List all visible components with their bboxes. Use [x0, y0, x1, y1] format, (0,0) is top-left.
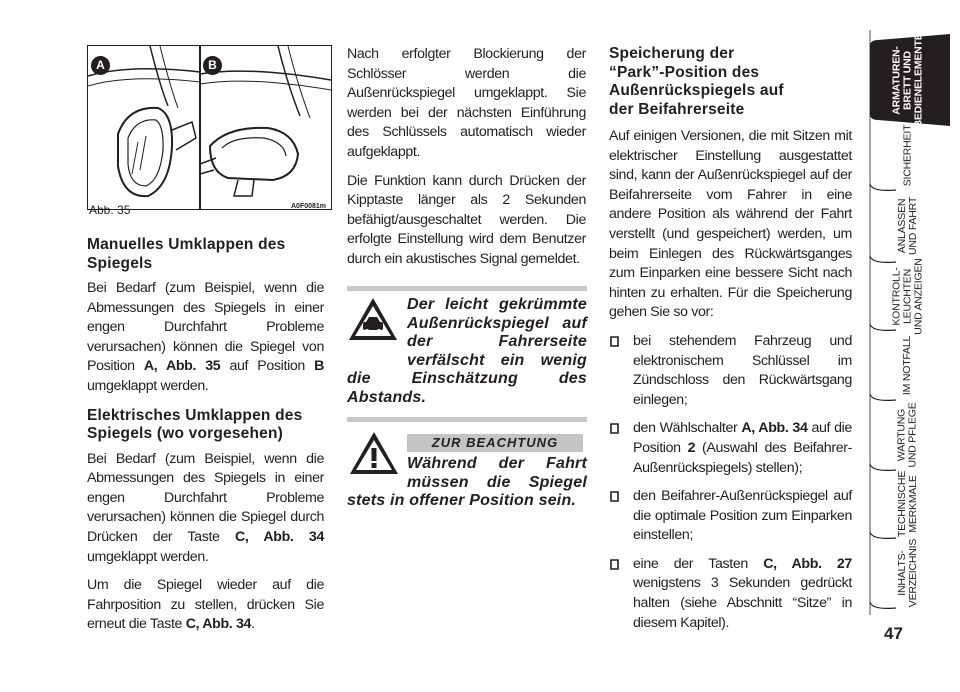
chapter-tab-label: INHALTS- VERZEICHNIS: [896, 538, 919, 608]
chapter-tabs: [866, 0, 956, 692]
paragraph-manual-fold: Bei Bedarf (zum Beispiel, wenn die Abmessungen des Spiegels in einer engen Durchfahrt Probleme verursachen) können die Spiegel von Position A, Abb. 35 auf Position B umgeklappt werden.: [87, 280, 325, 394]
warning-title: ZUR BEACHTUNG: [407, 434, 583, 452]
chapter-tab[interactable]: [866, 470, 950, 538]
chapter-tab-label: IM NOTFALL: [901, 335, 914, 395]
page-number: 47: [884, 624, 903, 643]
badge-b: B: [203, 56, 222, 75]
paragraph-park-intro: Auf einigen Versionen, die mit Sitzen mit elektrischer Einstellung ausgestattet sind, kann der Außenrückspiegel auf der Beifahrerseite vom Fahrer in eine andere Position als während der Fahrt verstellt (und gespeichert) werden, um beim Einlegen des Rückwärtsganges zum Einparken eine bessere Sicht nach hinten zu erhalten. Für die Speicherung gehen Sie so vor:: [609, 128, 852, 321]
chapter-tab-label: SICHERHEIT: [901, 124, 914, 186]
chapter-tab[interactable]: [866, 330, 950, 400]
heading-electric-fold: Elektrisches Umklappen des Spiegels (wo vorgesehen): [87, 406, 303, 443]
warning-text: Während der Fahrt müssen die Spiegel stets in offener Position sein.: [347, 455, 587, 509]
checkbox-icon: [610, 559, 619, 570]
chapter-tab[interactable]: [866, 190, 950, 262]
column-3: [609, 45, 852, 642]
list-item: eine der Tasten C, Abb. 27 wenigstens 3 Sekunden gedrückt halten (siehe Abschnitt “Sitze” in diesem Kapitel).: [609, 555, 852, 633]
paragraph-unfold: Um die Spiegel wieder auf die Fahrposition zu stellen, drücken Sie erneut die Taste C, Abb. 34.: [87, 577, 324, 633]
paragraph-toggle-function: Die Funktion kann durch Drücken der Kipptaste länger als 2 Sekunden befähigt/ausgeschaltet werden. Die erfolgte Einstellung wird dem Benutzer durch ein akustisches Signal gemeldet.: [347, 172, 586, 267]
chapter-tab[interactable]: [866, 400, 950, 470]
list-item: den Wählschalter A, Abb. 34 auf die Position 2 (Auswahl des Beifahrer-Außenrückspiegels) stellen);: [609, 419, 852, 478]
badge-a: A: [91, 56, 110, 75]
warning-rule: [347, 417, 587, 422]
chapter-tab-label: WARTUNG UND PFLEGE: [895, 402, 919, 468]
mirror-figure: [87, 45, 332, 210]
note-curved-mirror: Der leicht gekrümmte Außenrückspiegel auf der Fahrerseite verfälscht ein wenig die Einschätzung des Abstands.: [347, 296, 587, 406]
figure-caption: Abb. 35: [89, 203, 131, 217]
chapter-tab[interactable]: [866, 538, 950, 608]
note-rule: [347, 286, 587, 291]
column-2: [347, 45, 586, 279]
chapter-tab-label: ANLASSEN UND FAHRT: [896, 196, 919, 256]
checkbox-icon: [610, 491, 619, 502]
chapter-tab[interactable]: [866, 257, 950, 335]
chapter-tab-label: TECHNISCHE MERKMALE: [895, 470, 919, 538]
heading-park-position: Speicherung der “Park”-Position des Außenrückspiegels auf der Beifahrerseite: [609, 45, 784, 118]
chapter-tab-label: KONTROLL- LEUCHTEN UND ANZEIGEN: [890, 257, 925, 335]
chapter-tab[interactable]: [866, 120, 950, 190]
figure-code: A0F0081m: [291, 203, 327, 210]
paragraph-electric-fold: Bei Bedarf (zum Beispiel, wenn die Abmessungen des Spiegels in einer engen Durchfahrt Probleme verursachen) können die Spiegel durch Drücken der Taste C, Abb. 34 umgeklappt werden.: [87, 450, 324, 565]
chapter-tab[interactable]: [866, 32, 950, 128]
chapter-tab-label: ARMATUREN- BRETT UND BEDIENELEMENTE: [890, 32, 925, 128]
checkbox-icon: [610, 336, 619, 347]
paragraph-auto-fold: Nach erfolgter Blockierung der Schlösser werden die Außenrückspiegel umgeklappt. Sie werden bei der nächsten Einführung des Schlüssels automatisch wieder aufgeklappt.: [347, 46, 586, 160]
heading-manual-fold: Manuelles Umklappen des Spiegels: [87, 236, 286, 272]
list-item: bei stehendem Fahrzeug und elektronischem Schlüssel im Zündschloss den Rückwärtsgang einlegen;: [609, 332, 852, 410]
checkbox-icon: [610, 423, 619, 434]
list-item: den Beifahrer-Außenrückspiegel auf die optimale Position zum Einparken einstellen;: [609, 487, 852, 546]
column-1: [87, 236, 324, 644]
